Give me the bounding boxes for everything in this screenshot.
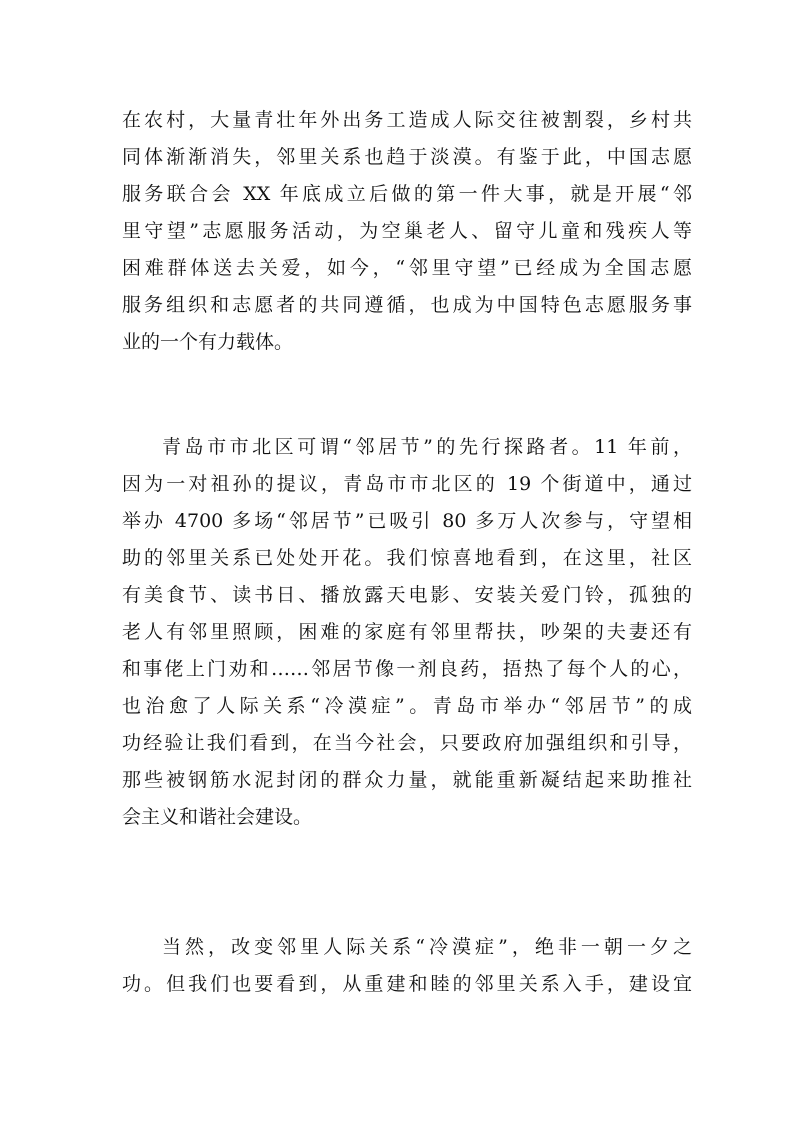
text-line: 因为一对祖孙的提议，青岛市市北区的 19 个街道中，通过: [122, 473, 692, 495]
text-line: 困难群体送去关爱，如今，“邻里守望”已经成为全国志愿: [122, 257, 692, 279]
text-line: 同体渐渐消失，邻里关系也趋于淡漠。有鉴于此，中国志愿: [122, 146, 692, 168]
text-line: 青岛市市北区可谓“邻居节”的先行探路者。11 年前，: [162, 436, 692, 458]
text-line: 举办 4700 多场“邻居节”已吸引 80 多万人次参与，守望相: [122, 510, 692, 532]
text-line: 服务联合会 XX 年底成立后做的第一件大事，就是开展“邻: [122, 183, 692, 205]
text-line: 业的一个有力载体。: [122, 331, 294, 353]
text-line: 也治愈了人际关系“冷漠症”。青岛市举办“邻居节”的成: [122, 695, 692, 717]
paragraph-3: [122, 929, 692, 1003]
text-line: 助的邻里关系已处处开花。我们惊喜地看到，在这里，社区: [122, 547, 692, 569]
text-line: 功。但我们也要看到，从重建和睦的邻里关系入手，建设宜: [122, 973, 692, 995]
text-line: 服务组织和志愿者的共同遵循，也成为中国特色志愿服务事: [122, 294, 692, 316]
text-line: 在农村，大量青壮年外出务工造成人际交往被割裂，乡村共: [122, 109, 692, 131]
text-line: 功经验让我们看到，在当今社会，只要政府加强组织和引导，: [122, 732, 692, 754]
paragraph-1: [122, 102, 692, 361]
text-line: 会主义和谐社会建设。: [122, 806, 313, 828]
paragraph-2: [122, 429, 692, 836]
text-line: 那些被钢筋水泥封闭的群众力量，就能重新凝结起来助推社: [122, 769, 692, 791]
text-line: 有美食节、读书日、播放露天电影、安装关爱门铃，孤独的: [122, 584, 692, 606]
text-line: 里守望”志愿服务活动，为空巢老人、留守儿童和残疾人等: [122, 220, 692, 242]
text-line: 和事佬上门劝和……邻居节像一剂良药，捂热了每个人的心，: [122, 658, 692, 680]
text-line: 当然，改变邻里人际关系“冷漠症”，绝非一朝一夕之: [162, 936, 692, 958]
text-line: 老人有邻里照顾，困难的家庭有邻里帮扶，吵架的夫妻还有: [122, 621, 692, 643]
